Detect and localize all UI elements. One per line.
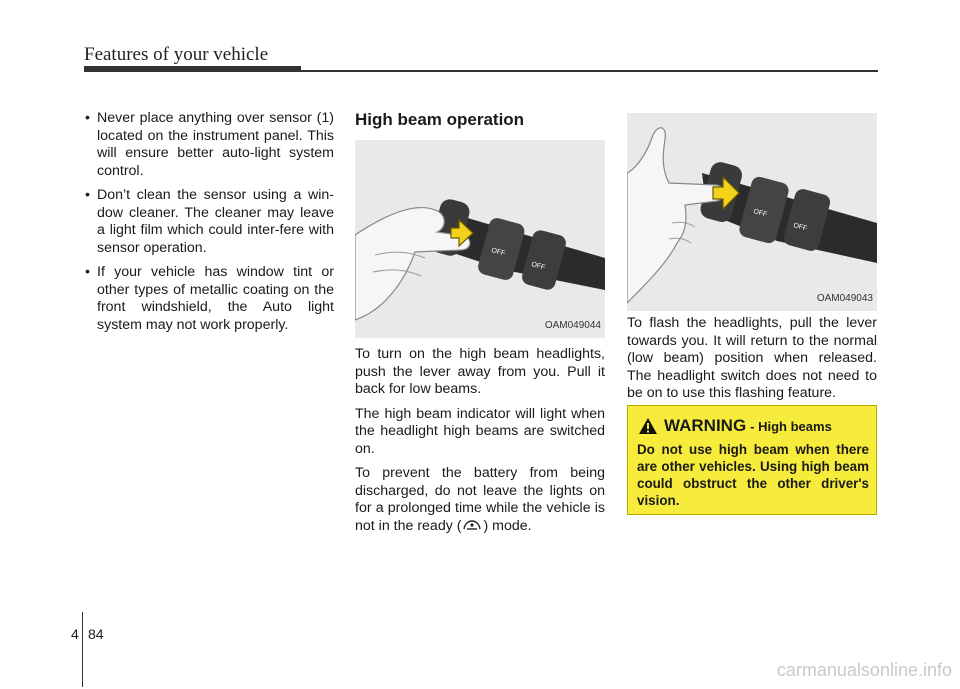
warning-text: Do not use high beam when there are other vehicles. Using high beam could obstruct the other driver's vision. — [637, 442, 869, 508]
off-label: OFF — [792, 222, 808, 233]
footer-divider — [82, 612, 83, 687]
page-number: 84 — [88, 626, 104, 642]
section-number: 4 — [71, 626, 79, 642]
paragraph-text: To prevent the battery from being discharged, do not leave the lights on for a prolonged time while the vehicle is not in the ready ( — [355, 465, 605, 534]
paragraph-ready-mode — [355, 465, 605, 535]
column-2 — [355, 110, 605, 542]
list-item: • If your vehicle has window tint or other types of metallic coating on the front windshield, the Auto light system may not work properly. — [84, 264, 334, 334]
section-title-high-beam: High beam operation — [355, 110, 525, 129]
paragraph-text: ) mode. — [483, 517, 532, 534]
off-label: OFF — [752, 208, 768, 219]
header-thick-bar — [84, 66, 301, 72]
high-beam-push-figure — [355, 140, 605, 338]
warning-title: WARNING — [664, 416, 747, 435]
header-rule — [301, 70, 878, 72]
list-item: • Never place anything over sensor (1) located on the instrument panel. This will ensure better auto-light system control. — [84, 110, 334, 180]
paragraph: The high beam indicator will light when the headlight high beams are switched on. — [355, 405, 605, 457]
warning-subtitle: - High beams — [750, 418, 832, 434]
paragraph: To turn on the high beam headlights, push the lever away from you. Pull it back for low beams. — [355, 346, 605, 397]
ready-mode-icon — [461, 519, 483, 531]
page-header-title: Features of your vehicle — [84, 44, 269, 65]
lever-pull-illustration — [627, 113, 877, 311]
watermark: carmanualsonline.info — [776, 660, 952, 680]
off-label: OFF — [530, 261, 546, 272]
headlight-flash-figure — [627, 113, 877, 311]
off-label: OFF — [490, 247, 506, 258]
warning-triangle-icon — [638, 417, 658, 435]
warning-header — [638, 416, 832, 436]
warning-box — [627, 405, 877, 515]
list-item: • Don’t clean the sensor using a win-dow cleaner. The cleaner may leave a light film which could inter-fere with sensor operation. — [84, 187, 334, 257]
lever-push-illustration — [355, 140, 605, 338]
column-1 — [84, 110, 334, 341]
figure-caption: OAM049043 — [816, 292, 873, 304]
paragraph: To flash the headlights, pull the lever towards you. It will return to the normal (low beam) position when released. The headlight switch does not need to be on to use this flashing feature. — [627, 315, 877, 401]
figure-caption: OAM049044 — [544, 319, 601, 331]
sensor-notes-list — [84, 110, 334, 334]
